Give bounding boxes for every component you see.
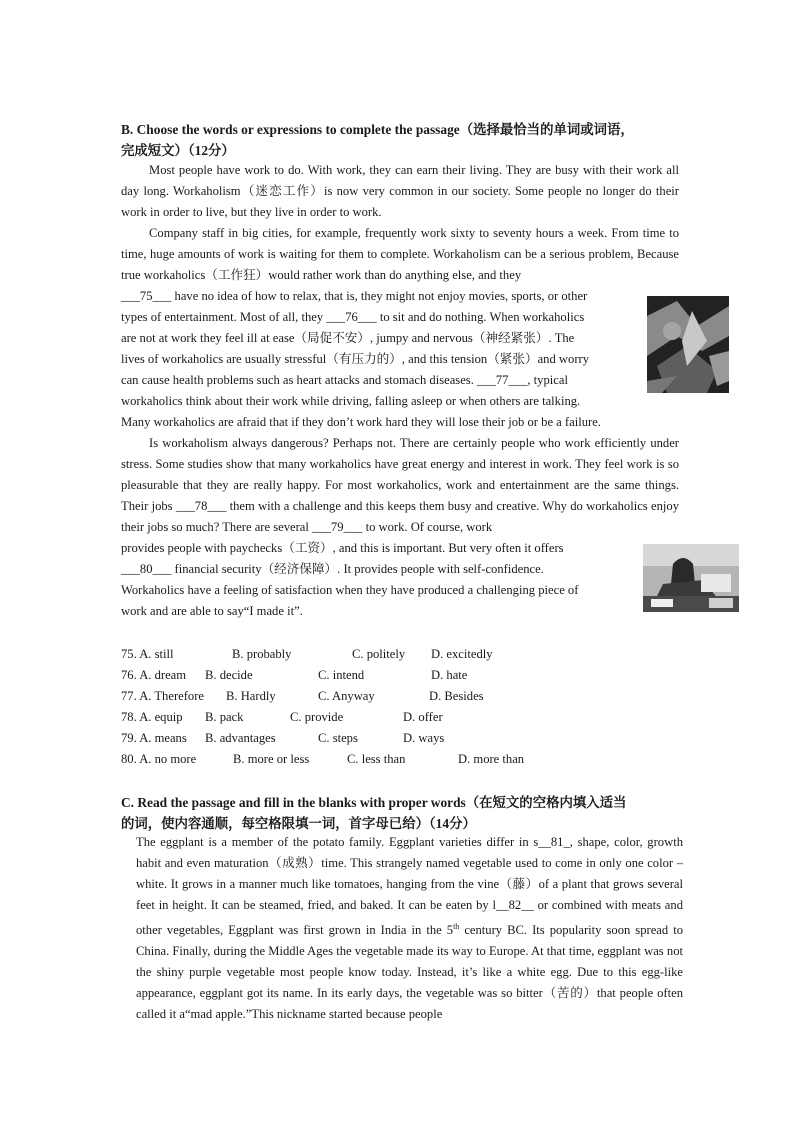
option-row-75 xyxy=(121,644,681,665)
option-c: C. provide xyxy=(290,710,344,724)
superscript-th: th xyxy=(453,922,460,931)
option-d: D. offer xyxy=(403,710,443,724)
section-c-paragraph-text: The eggplant is a member of the potato family. Eggplant varieties differ in s__81_, shape, color, growth habit and even maturation（成熟）time. This strangely named vegetable used to come in only one color – white. It grows in a manner much like tomatoes, hanging from the vine（藤）of a plant that grows several feet in height. It can be steamed, fried, and baked. It can be eaten by l__82__ or combined with meats and other vegetables, Eggplant was first grown in India in the 5 xyxy=(136,835,683,938)
option-row-77 xyxy=(121,686,681,707)
option-c: C. intend xyxy=(318,668,365,682)
section-b-paragraph-2-start: Company staff in big cities, for example, frequently work sixty to seventy hours a week. From time to time, huge amounts of work is waiting for them to complete. Workaholism can be a serious problem, Because true workaholics（工作狂）would rather work than do anything else, and they xyxy=(121,226,679,282)
section-c-paragraph-text-end: century BC. Its popularity soon spread to China. Finally, during the Middle Ages the vegetable made its way to Europe. At that time, eggplant was not the shiny purple vegetable most people know today. Instead, it’s like a white egg. Due to this egg-like appearance, eggplant got its name. In its early days, the vegetable was so bitter（苦的）that people often called it a“mad apple.”This nickname started because people xyxy=(136,923,683,1022)
section-b-heading xyxy=(121,119,691,161)
paragraph-line: ___75___ have no idea of how to relax, that is, they might not enjoy movies, sports, or other xyxy=(121,289,588,303)
option-a: 77. A. Therefore xyxy=(121,689,204,703)
paragraph-line: Many workaholics are afraid that if they don’t work hard they will lose their job or be a failure. xyxy=(121,415,601,429)
paragraph-line: work and are able to say“I made it”. xyxy=(121,604,303,618)
section-c-paragraph-1 xyxy=(132,832,683,1025)
section-c-heading-line2: 的词，使内容通顺，每空格限填一词，首字母已给）（14分） xyxy=(121,816,476,831)
option-a: 78. A. equip xyxy=(121,710,183,724)
option-c: C. less than xyxy=(347,752,406,766)
option-b: B. pack xyxy=(205,710,244,724)
option-a: 76. A. dream xyxy=(121,668,187,682)
option-c: C. Anyway xyxy=(318,689,375,703)
option-c: C. steps xyxy=(318,731,358,745)
section-b-paragraph-3-start: Is workaholism always dangerous? Perhaps not. There are certainly people who work efficiently under stress. Some studies show that many workaholics have great energy and interest in work. They feel work is so pleasurable that they are really happy. For most workaholics, work and entertainment are the same things. Their jobs ___78___ them with a challenge and this keeps them busy and creative. Why do workaholics enjoy their jobs so much? There are several ___79___ to work. Of course, work xyxy=(121,436,679,534)
option-d: D. hate xyxy=(431,668,468,682)
option-a: 75. A. still xyxy=(121,647,174,661)
section-b-paragraph-2 xyxy=(121,223,679,433)
section-b-paragraph-3 xyxy=(121,433,679,622)
option-d: D. ways xyxy=(403,731,445,745)
section-c-heading-line1: C. Read the passage and fill in the blanks with proper words（在短文的空格内填入适当 xyxy=(121,795,627,810)
paragraph-line: are not at work they feel ill at ease（局促不安）, jumpy and nervous（神经紧张）. The xyxy=(121,331,575,345)
section-b-paragraph-1: Most people have work to do. With work, they can earn their living. They are busy with their work all day long. Workaholism（迷恋工作）is now very common in our society. Some people no longer do their work in order to live, but they live in order to work. xyxy=(121,163,679,219)
option-c: C. politely xyxy=(352,647,406,661)
option-row-76 xyxy=(121,665,681,686)
section-b-heading-line1: B. Choose the words or expressions to complete the passage（选择最恰当的单词或词语， xyxy=(121,122,634,137)
paragraph-line: ___80___ financial security（经济保障）. It provides people with self-confidence. xyxy=(121,562,544,576)
option-b: B. more or less xyxy=(233,752,310,766)
option-d: D. Besides xyxy=(429,689,484,703)
section-c-heading xyxy=(121,792,691,834)
workaholic-photo-2 xyxy=(643,544,739,612)
option-b: B. advantages xyxy=(205,731,276,745)
option-b: B. decide xyxy=(205,668,253,682)
option-row-78 xyxy=(121,707,681,728)
option-row-80 xyxy=(121,749,681,770)
option-d: D. excitedly xyxy=(431,647,493,661)
paragraph-line: provides people with paychecks（工资）, and this is important. But very often it offers xyxy=(121,541,564,555)
paragraph-line: types of entertainment. Most of all, they ___76___ to sit and do nothing. When workaholics xyxy=(121,310,585,324)
option-b: B. probably xyxy=(232,647,292,661)
paragraph-line: lives of workaholics are usually stressful（有压力的）, and this tension（紧张）and worry xyxy=(121,352,589,366)
section-b-heading-line2: 完成短文）（12分） xyxy=(121,143,235,158)
option-a: 80. A. no more xyxy=(121,752,197,766)
paragraph-line: Workaholics have a feeling of satisfaction when they have produced a challenging piece of xyxy=(121,583,579,597)
option-d: D. more than xyxy=(458,752,525,766)
option-row-79 xyxy=(121,728,681,749)
option-a: 79. A. means xyxy=(121,731,187,745)
workaholic-photo-1 xyxy=(647,296,729,393)
paragraph-line: workaholics think about their work while driving, falling asleep or when others are talking. xyxy=(121,394,581,408)
option-b: B. Hardly xyxy=(226,689,276,703)
answer-options xyxy=(121,644,681,770)
paragraph-line: can cause health problems such as heart attacks and stomach diseases. ___77___, typical xyxy=(121,373,568,387)
